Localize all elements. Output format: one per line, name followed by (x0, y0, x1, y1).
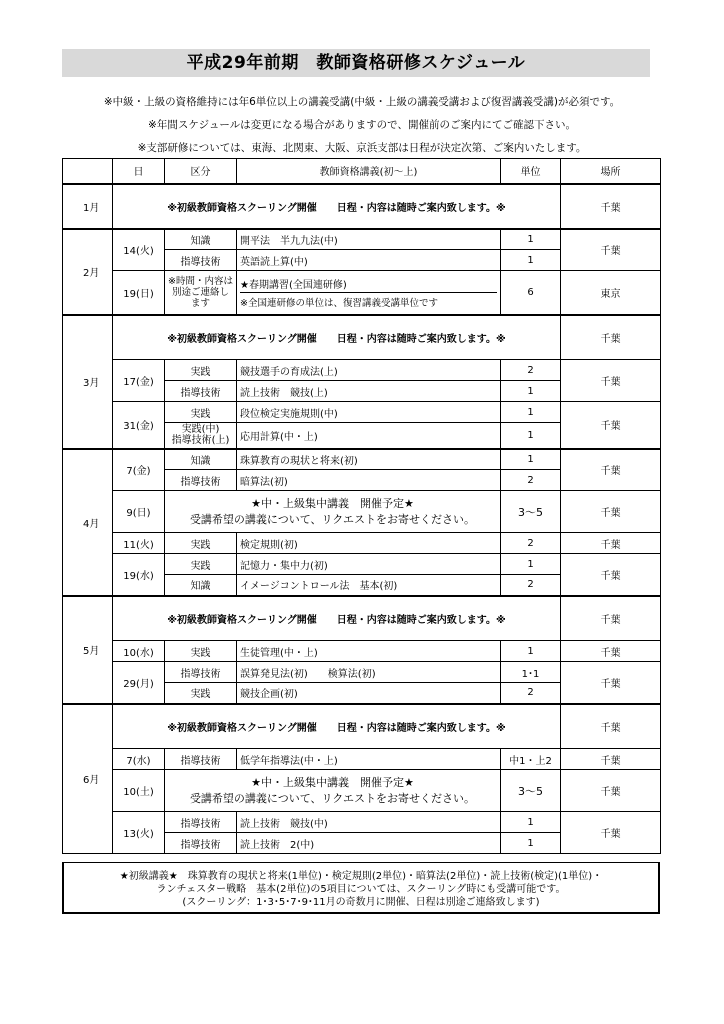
course-cell: 開平法 半九九法(中) (237, 229, 501, 250)
place-cell: 千葉 (561, 184, 661, 229)
category-cell: 実践 (165, 554, 237, 575)
course-cell: 英語読上算(中) (237, 250, 501, 271)
table-row (63, 749, 661, 770)
table-row (63, 641, 661, 662)
category-cell: 指導技術 (165, 250, 237, 271)
course-cell: 段位検定実施規則(中) (237, 402, 501, 423)
course-cell: 生徒管理(中・上) (237, 641, 501, 662)
course-cell (237, 271, 501, 315)
unit-cell: 1 (501, 250, 561, 271)
unit-cell: 2 (501, 360, 561, 381)
course-cell: 誤算発見法(初) 検算法(初) (237, 662, 501, 683)
course-note: ※全国連研修の単位は、復習講義受講単位です (240, 298, 438, 309)
schooling-notice: ※初級教師資格スクーリング開催 日程・内容は随時ご案内致します。※ (113, 596, 561, 641)
place-cell: 千葉 (561, 449, 661, 491)
table-row (63, 449, 661, 470)
intensive-course-notice (165, 770, 501, 812)
unit-cell: 1 (501, 402, 561, 423)
category-cell: 知識 (165, 575, 237, 596)
place-cell: 千葉 (561, 229, 661, 271)
category-cell: 実践 (165, 533, 237, 554)
unit-cell: 1 (501, 833, 561, 854)
intensive-request: 受講希望の講義について、リクエストをお寄せください。 (189, 791, 476, 805)
day-cell: 19(水) (113, 554, 165, 596)
day-cell: 19(日) (113, 271, 165, 315)
day-cell: 9(日) (113, 491, 165, 533)
course-cell: 読上技術 2(中) (237, 833, 501, 854)
table-row (63, 554, 661, 575)
course-cell: 読上技術 競技(中) (237, 812, 501, 833)
category-cell: 実践 (165, 683, 237, 704)
note-branch-training: ※支部研修については、東海、北関東、大阪、京浜支部は日程が決定次第、ご案内いたします。 (137, 142, 587, 154)
month-label: 6月 (63, 704, 113, 854)
course-title: ★春期講習(全国連研修) (240, 280, 347, 291)
month-label: 3月 (63, 315, 113, 449)
category-cell: 実践 (165, 402, 237, 423)
unit-cell: 3～5 (501, 491, 561, 533)
day-cell: 7(水) (113, 749, 165, 770)
category-cell: 指導技術 (165, 662, 237, 683)
unit-cell: 1 (501, 812, 561, 833)
course-cell: 競技選手の育成法(上) (237, 360, 501, 381)
category-cell: 指導技術 (165, 833, 237, 854)
category-cell: 指導技術 (165, 749, 237, 770)
unit-cell: 1 (501, 449, 561, 470)
course-cell: 珠算教育の現状と将来(初) (237, 449, 501, 470)
header-course: 教師資格講義(初～上) (237, 159, 501, 184)
page-title: 平成29年前期 教師資格研修スケジュール (62, 49, 650, 77)
place-cell: 千葉 (561, 662, 661, 704)
place-cell: 千葉 (561, 315, 661, 360)
day-cell: 10(土) (113, 770, 165, 812)
unit-cell: 2 (501, 533, 561, 554)
category-cell: 指導技術 (165, 812, 237, 833)
category-cell: ※時間・内容は別途ご連絡します (165, 271, 237, 315)
table-row (63, 704, 661, 749)
category-cell: 知識 (165, 449, 237, 470)
footer-note (62, 862, 660, 914)
header-day: 日 (113, 159, 165, 184)
unit-cell: 中1・上2 (501, 749, 561, 770)
category-cell (165, 423, 237, 449)
unit-cell: 1 (501, 229, 561, 250)
category-cell: 知識 (165, 229, 237, 250)
unit-cell: 1 (501, 554, 561, 575)
day-cell: 14(火) (113, 229, 165, 271)
header-month (63, 159, 113, 184)
place-cell: 千葉 (561, 533, 661, 554)
note-schedule-change: ※年間スケジュールは変更になる場合がありますので、開催前のご案内にてご確認下さい。 (148, 119, 576, 131)
month-label: 1月 (63, 184, 113, 229)
category-cell: 指導技術 (165, 381, 237, 402)
note-requirement: ※中級・上級の資格維持には年6単位以上の講義受講(中級・上級の講義受講および復習講義受講)が必須です。 (103, 96, 621, 108)
day-cell: 17(金) (113, 360, 165, 402)
unit-cell: 2 (501, 470, 561, 491)
unit-cell: 1 (501, 423, 561, 449)
schedule-table (62, 158, 661, 854)
place-cell: 千葉 (561, 491, 661, 533)
unit-cell: 2 (501, 575, 561, 596)
table-row (63, 491, 661, 533)
footer-line: (スクーリング：1･3･5･7･9･11月の奇数月に開催、日程は別途ご連絡致します) (182, 897, 540, 908)
table-row (63, 596, 661, 641)
day-cell: 11(火) (113, 533, 165, 554)
intensive-title: ★中・上級集中講義 開催予定★ (251, 775, 414, 789)
place-cell: 千葉 (561, 402, 661, 449)
table-row (63, 229, 661, 250)
day-cell: 29(月) (113, 662, 165, 704)
header-unit: 単位 (501, 159, 561, 184)
intensive-title: ★中・上級集中講義 開催予定★ (251, 496, 414, 510)
day-cell: 10(水) (113, 641, 165, 662)
course-cell: 読上技術 競技(上) (237, 381, 501, 402)
month-label: 4月 (63, 449, 113, 596)
table-row (63, 402, 661, 423)
category-line: 指導技術(上) (171, 435, 230, 447)
table-row (63, 271, 661, 315)
intensive-request: 受講希望の講義について、リクエストをお寄せください。 (189, 512, 476, 526)
table-row (63, 770, 661, 812)
place-cell: 千葉 (561, 770, 661, 812)
place-cell: 千葉 (561, 596, 661, 641)
place-cell: 千葉 (561, 704, 661, 749)
place-cell: 千葉 (561, 812, 661, 854)
unit-cell: 1･1 (501, 662, 561, 683)
intensive-course-notice (165, 491, 501, 533)
footer-line: ランチェスター戦略 基本(2単位)の5項目については、スクーリング時にも受講可能です。 (156, 884, 566, 895)
place-cell: 千葉 (561, 554, 661, 596)
place-cell: 千葉 (561, 360, 661, 402)
place-cell: 千葉 (561, 641, 661, 662)
place-cell: 東京 (561, 271, 661, 315)
course-cell: 暗算法(初) (237, 470, 501, 491)
course-cell: 検定規則(初) (237, 533, 501, 554)
month-label: 5月 (63, 596, 113, 704)
unit-cell: 1 (501, 641, 561, 662)
schooling-notice: ※初級教師資格スクーリング開催 日程・内容は随時ご案内致します。※ (113, 315, 561, 360)
header-place: 場所 (561, 159, 661, 184)
course-cell: イメージコントロール法 基本(初) (237, 575, 501, 596)
table-row (63, 533, 661, 554)
unit-cell: 6 (501, 271, 561, 315)
day-cell: 13(火) (113, 812, 165, 854)
table-row (63, 812, 661, 833)
table-row (63, 184, 661, 229)
footer-line: ★初級講義★ 珠算教育の現状と将来(1単位)・検定規則(2単位)・暗算法(2単位)・読上技術(検定)(1単位)・ (119, 871, 603, 882)
header-category: 区分 (165, 159, 237, 184)
category-line: 実践(中) (181, 424, 220, 436)
day-cell: 31(金) (113, 402, 165, 449)
table-row (63, 360, 661, 381)
unit-cell: 3～5 (501, 770, 561, 812)
table-header-row (63, 159, 661, 184)
unit-cell: 2 (501, 683, 561, 704)
table-row (63, 662, 661, 683)
course-cell: 応用計算(中・上) (237, 423, 501, 449)
day-cell: 7(金) (113, 449, 165, 491)
month-label: 2月 (63, 229, 113, 315)
category-cell: 実践 (165, 360, 237, 381)
table-row (63, 315, 661, 360)
course-cell: 競技企画(初) (237, 683, 501, 704)
course-cell: 記憶力・集中力(初) (237, 554, 501, 575)
schooling-notice: ※初級教師資格スクーリング開催 日程・内容は随時ご案内致します。※ (113, 184, 561, 229)
unit-cell: 1 (501, 381, 561, 402)
place-cell: 千葉 (561, 749, 661, 770)
category-cell: 指導技術 (165, 470, 237, 491)
category-cell: 実践 (165, 641, 237, 662)
course-cell: 低学年指導法(中・上) (237, 749, 501, 770)
schooling-notice: ※初級教師資格スクーリング開催 日程・内容は随時ご案内致します。※ (113, 704, 561, 749)
